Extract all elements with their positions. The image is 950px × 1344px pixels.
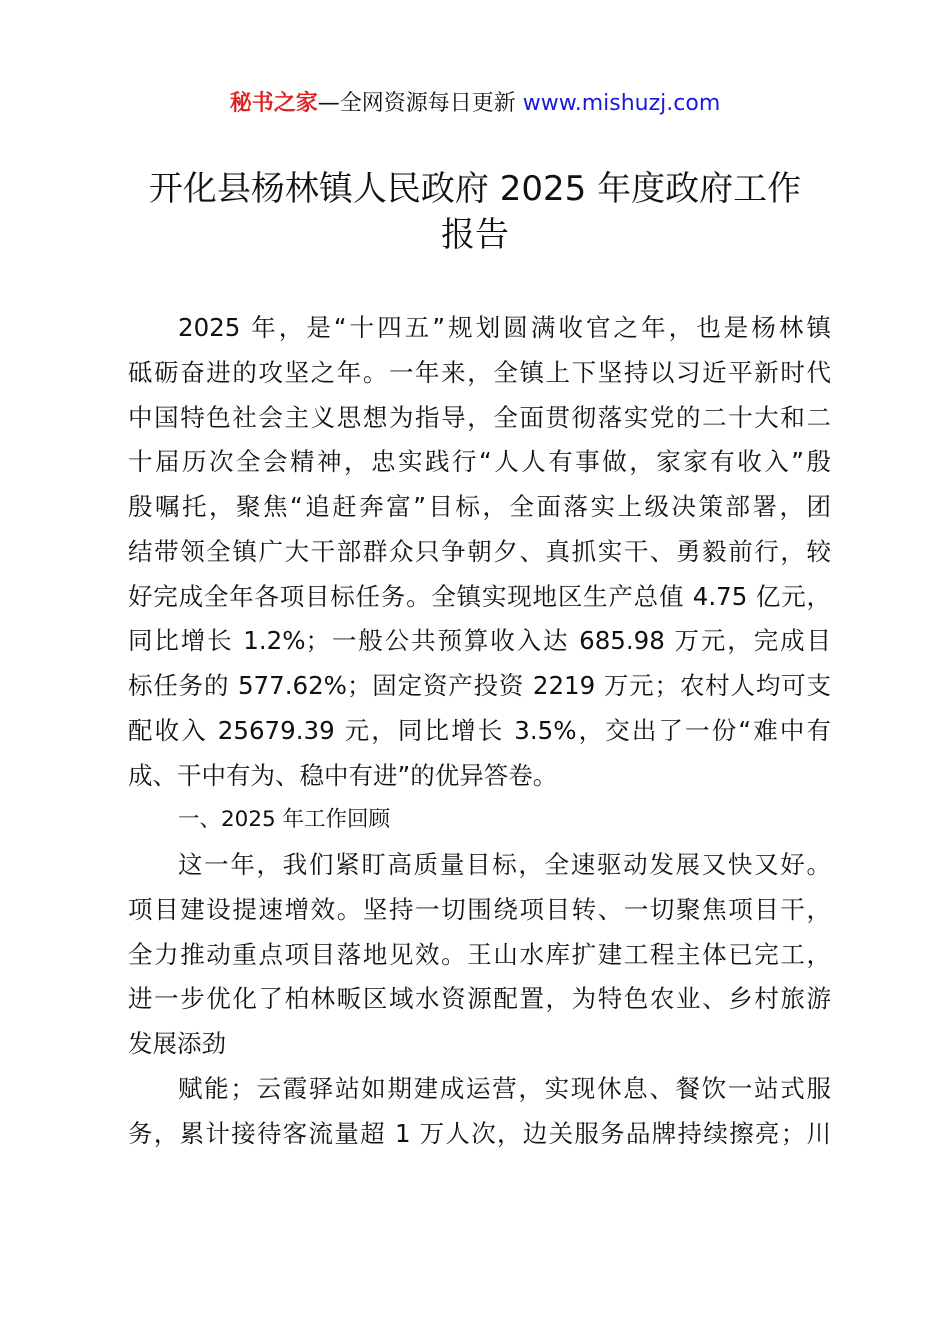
- text-line: 赋能；云霞驿站如期建成运营，实现休息、餐饮一站式服: [178, 1073, 831, 1103]
- text-line: 好完成全年各项目标任务。全镇实现地区生产总值 4.75 亿元，: [128, 581, 831, 611]
- text-line: 结带领全镇广大干部群众只争朝夕、真抓实干、勇毅前行，较: [128, 536, 831, 566]
- text-line: 进一步优化了柏林畈区域水资源配置，为特色农业、乡村旅游: [128, 984, 831, 1014]
- banner-slogan: —全网资源每日更新: [317, 91, 523, 116]
- text-line: 中国特色社会主义思想为指导，全面贯彻落实党的二十大和二: [128, 402, 831, 432]
- paragraph-projects: [128, 1067, 831, 1157]
- title-line-1: 开化县杨林镇人民政府 2025 年度政府工作: [148, 169, 802, 209]
- text-line: 砥砺奋进的攻坚之年。一年来，全镇上下坚持以习近平新时代: [128, 357, 831, 387]
- text-line: 殷嘱托，聚焦“追赶奔富”目标，全面落实上级决策部署，团: [128, 492, 831, 521]
- section-heading: 一、2025 年工作回顾: [178, 807, 391, 833]
- site-banner: [0, 88, 950, 120]
- paragraph-review: [128, 843, 831, 1067]
- text-line: 这一年，我们紧盯高质量目标，全速驱动发展又快又好。: [178, 850, 831, 879]
- text-line: 项目建设提速增效。坚持一切围绕项目转、一切聚焦项目干，: [128, 894, 831, 924]
- site-url-link[interactable]: www.mishuzj.com: [522, 91, 721, 116]
- text-line: 全力推动重点项目落地见效。王山水库扩建工程主体已完工，: [128, 939, 831, 969]
- document-body: [128, 306, 831, 1156]
- text-line: 同比增长 1.2%；一般公共预算收入达 685.98 万元，完成目: [128, 626, 831, 656]
- text-line: 十届历次全会精神，忠实践行“人人有事做，家家有收入”殷: [128, 447, 831, 477]
- text-line: 标任务的 577.62%；固定资产投资 2219 万元；农村人均可支: [128, 671, 831, 700]
- document-title: [100, 166, 850, 258]
- brand-name: 秘书之家: [229, 91, 318, 116]
- text-line: 配收入 25679.39 元，同比增长 3.5%，交出了一份“难中有: [128, 715, 831, 745]
- paragraph-intro: [128, 306, 831, 798]
- text-line: 2025 年，是“十四五”规划圆满收官之年，也是杨林镇: [178, 313, 831, 342]
- text-line: 务，累计接待客流量超 1 万人次，边关服务品牌持续擦亮；川: [128, 1118, 831, 1148]
- title-line-2: 报告: [441, 215, 509, 255]
- text-line: 成、干中有为、稳中有进”的优异答卷。: [128, 760, 558, 790]
- text-line: 发展添劲: [128, 1029, 226, 1058]
